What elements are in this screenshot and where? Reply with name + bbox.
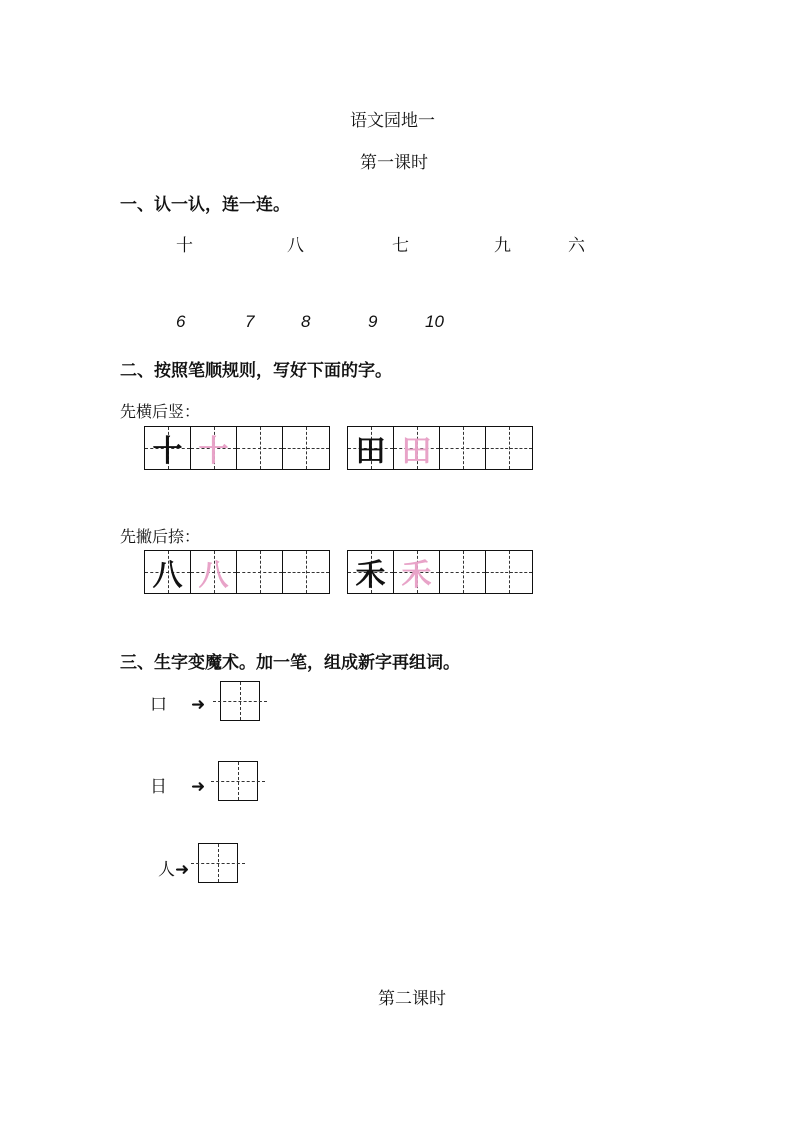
arrow-right-icon: ➜ xyxy=(191,777,206,797)
answer-box-2[interactable] xyxy=(218,761,258,801)
grid-cell-trace xyxy=(394,427,440,469)
grid-cell-blank[interactable] xyxy=(440,427,486,469)
number-3[interactable]: 8 xyxy=(301,312,311,331)
rule-2-label: 先撇后捺： xyxy=(120,527,201,546)
source-char: 人 xyxy=(158,860,175,880)
writing-grid-he xyxy=(347,550,533,594)
grid-cell-trace xyxy=(191,551,237,593)
lesson-1-title: 第一课时 xyxy=(360,153,428,173)
hanzi-5[interactable]: 六 xyxy=(568,236,585,256)
hanzi-1[interactable]: 十 xyxy=(176,236,193,256)
writing-grid-tian xyxy=(347,426,533,470)
number-4[interactable]: 9 xyxy=(368,312,378,331)
arrow-right-icon: ➜ xyxy=(191,695,206,715)
grid-cell-blank[interactable] xyxy=(237,427,283,469)
source-char: 日 xyxy=(150,777,167,797)
trace-char: 田 xyxy=(401,434,432,469)
number-5[interactable]: 10 xyxy=(425,312,444,331)
grid-cell-blank[interactable] xyxy=(237,551,283,593)
hanzi-2[interactable]: 八 xyxy=(287,236,304,256)
trace-char: 八 xyxy=(198,558,229,593)
grid-cell-model xyxy=(348,551,394,593)
model-char: 八 xyxy=(152,558,183,593)
arrow-right-icon: ➜ xyxy=(175,860,190,880)
grid-cell-trace xyxy=(191,427,237,469)
section-2-heading: 二、按照笔顺规则，写好下面的字。 xyxy=(120,361,392,381)
model-char: 十 xyxy=(152,434,183,469)
grid-cell-trace xyxy=(394,551,440,593)
grid-cell-blank[interactable] xyxy=(440,551,486,593)
trace-char: 禾 xyxy=(401,558,432,593)
grid-cell-model xyxy=(145,551,191,593)
section-1-heading: 一、认一认，连一连。 xyxy=(120,195,290,215)
number-2[interactable]: 7 xyxy=(245,312,255,331)
lesson-2-title: 第二课时 xyxy=(378,989,446,1009)
answer-box-3[interactable] xyxy=(198,843,238,883)
magic-item-ri xyxy=(150,772,205,797)
rule-1-label: 先横后竖： xyxy=(120,402,201,421)
model-char: 禾 xyxy=(355,558,386,593)
section-3-heading: 三、生字变魔术。加一笔，组成新字再组词。 xyxy=(120,653,460,673)
trace-char: 十 xyxy=(198,434,229,469)
magic-item-kou xyxy=(150,690,205,715)
grid-cell-blank[interactable] xyxy=(486,427,532,469)
number-1[interactable]: 6 xyxy=(176,312,186,331)
hanzi-3[interactable]: 七 xyxy=(392,236,409,256)
writing-grid-ba xyxy=(144,550,330,594)
grid-cell-blank[interactable] xyxy=(283,427,329,469)
writing-grid-shi xyxy=(144,426,330,470)
grid-cell-blank[interactable] xyxy=(283,551,329,593)
model-char: 田 xyxy=(355,434,386,469)
grid-cell-model xyxy=(145,427,191,469)
answer-box-1[interactable] xyxy=(220,681,260,721)
hanzi-4[interactable]: 九 xyxy=(494,236,511,256)
source-char: 口 xyxy=(150,695,167,715)
page-title: 语文园地一 xyxy=(350,111,435,131)
grid-cell-model xyxy=(348,427,394,469)
magic-item-ren xyxy=(158,855,189,880)
grid-cell-blank[interactable] xyxy=(486,551,532,593)
